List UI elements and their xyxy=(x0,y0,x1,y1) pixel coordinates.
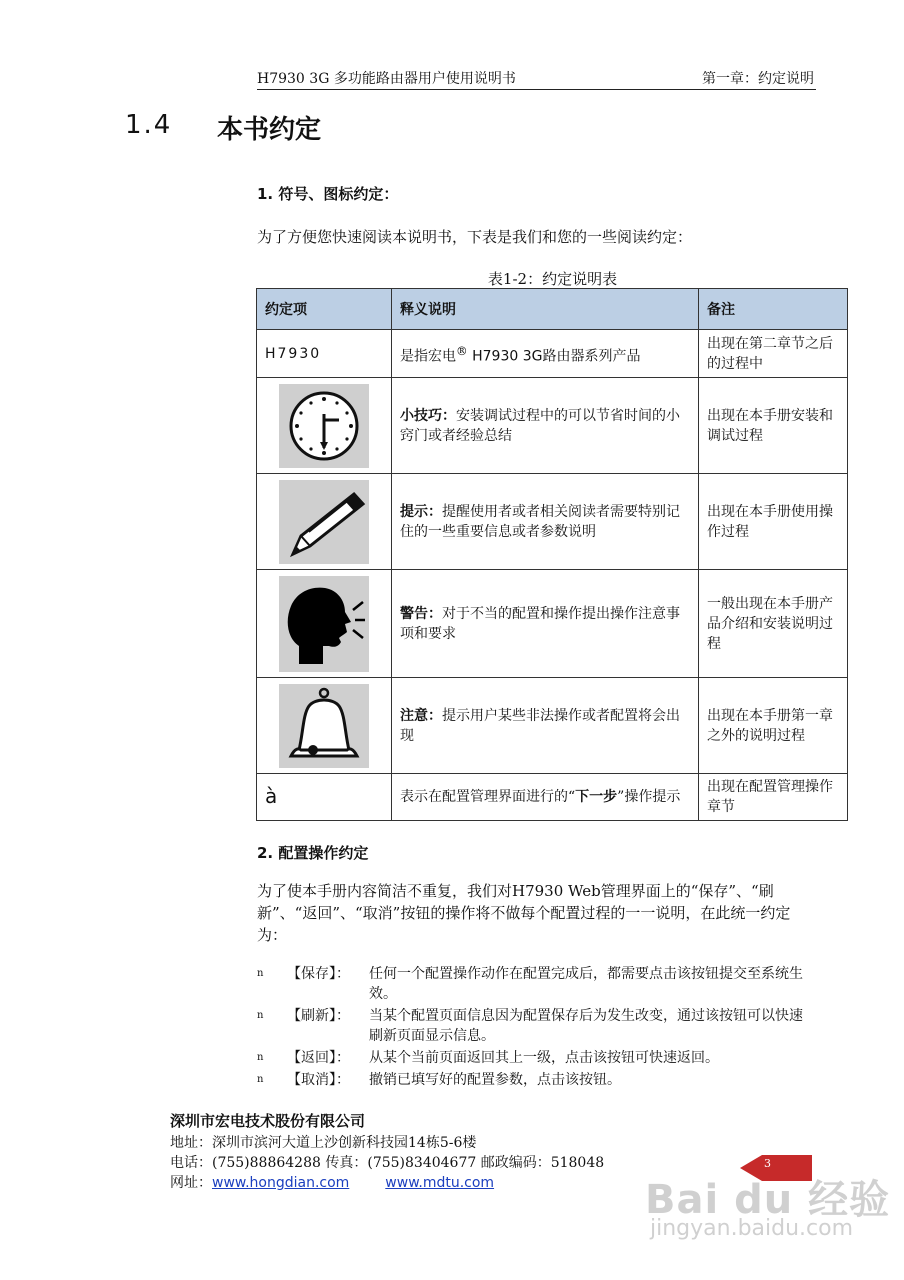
registered-mark: ® xyxy=(456,343,468,358)
row-note: 出现在配置管理操作章节 xyxy=(699,774,848,821)
row-note: 出现在本手册第一章之外的说明过程 xyxy=(699,678,848,774)
clock-icon xyxy=(279,384,369,468)
desc-keyword: 小技巧： xyxy=(400,407,456,424)
row-icon-cell xyxy=(257,570,392,678)
hongdian-link[interactable]: www.hongdian.com xyxy=(212,1175,350,1191)
section-title: 本书约定 xyxy=(217,115,322,145)
list-item xyxy=(257,1070,827,1090)
table-row xyxy=(257,330,848,378)
row-note: 一般出现在本手册产品介绍和安装说明过程 xyxy=(699,570,848,678)
conventions-table xyxy=(256,288,848,821)
column-header-description: 释义说明 xyxy=(392,289,699,330)
button-conventions-list xyxy=(257,964,827,1092)
bullet-marker: n xyxy=(257,968,264,979)
baidu-watermark: Bai du 经验 xyxy=(645,1177,891,1223)
operations-paragraph: 为了使本手册内容简洁不重复，我们对H7930 Web管理界面上的“保存”、“刷新”、“返回”、“取消”按钮的操作将不做每个配置过程的一一说明，在此统一约定为： xyxy=(257,882,791,944)
bullet-marker: n xyxy=(257,1052,264,1063)
row-icon-cell xyxy=(257,378,392,474)
row-note: 出现在本手册安装和调试过程 xyxy=(699,378,848,474)
bell-icon xyxy=(279,684,369,768)
page-number: 3 xyxy=(764,1157,771,1170)
desc-text: 安装调试过程中的可以节省时间的小窍门或者经验总结 xyxy=(400,407,680,444)
list-item xyxy=(257,1048,827,1068)
bullet-text: 当某个配置页面信息因为配置保存后为发生改变，通过该按钮可以快速刷新页面显示信息。 xyxy=(369,1008,803,1044)
footer-web-label: 网址： xyxy=(170,1175,212,1191)
header-divider xyxy=(257,89,816,90)
header-chapter: 第一章：约定说明 xyxy=(702,71,814,87)
bullet-label: 【返回】： xyxy=(287,1050,350,1066)
list-item xyxy=(257,1006,827,1046)
table-row xyxy=(257,774,848,821)
row-description xyxy=(392,774,699,821)
header-doc-title: H7930 3G 多功能路由器用户使用说明书 xyxy=(257,71,516,87)
bullet-label: 【保存】： xyxy=(287,966,350,982)
desc-text: 提醒使用者或者相关阅读者需要特别记住的一些重要信息或者参数说明 xyxy=(400,503,680,540)
row-icon-cell xyxy=(257,474,392,570)
desc-text: H7930 3G路由器系列产品 xyxy=(467,348,641,365)
row-description xyxy=(392,330,699,378)
bullet-marker: n xyxy=(257,1074,264,1085)
speaking-head-icon xyxy=(279,576,369,672)
footer-address: 地址：深圳市滨河大道上沙创新科技园14栋5-6楼 xyxy=(170,1135,477,1151)
pencil-icon xyxy=(279,480,369,564)
bullet-label: 【刷新】： xyxy=(287,1008,350,1024)
row-description xyxy=(392,378,699,474)
footer-phone: 电话：(755)88864288 传真：(755)83404677 邮政编码：518048 xyxy=(170,1155,605,1171)
next-step-arrow-icon: à xyxy=(265,783,278,808)
table-header-row xyxy=(257,289,848,330)
baidu-watermark-url: jingyan.baidu.com xyxy=(650,1216,854,1241)
subsection-heading-symbols: 1. 符号、图标约定： xyxy=(257,185,399,203)
row-item xyxy=(257,330,392,378)
desc-keyword: 注意： xyxy=(400,707,442,724)
table-row xyxy=(257,378,848,474)
table-caption: 表1-2：约定说明表 xyxy=(487,270,618,288)
table-row xyxy=(257,570,848,678)
subsection-heading-operations: 2. 配置操作约定 xyxy=(257,844,369,862)
row-item xyxy=(257,774,392,821)
bullet-text: 任何一个配置操作动作在配置完成后，都需要点击该按钮提交至系统生效。 xyxy=(369,966,803,1002)
column-header-item: 约定项 xyxy=(257,289,392,330)
desc-keyword: 提示： xyxy=(400,503,442,520)
desc-text: 是指宏电 xyxy=(400,348,456,365)
desc-text: ”操作提示 xyxy=(617,789,681,805)
bullet-marker: n xyxy=(257,1010,264,1021)
mdtu-link[interactable]: www.mdtu.com xyxy=(385,1175,495,1191)
row-icon-cell xyxy=(257,678,392,774)
bullet-label: 【取消】： xyxy=(287,1072,350,1088)
desc-text: 表示在配置管理界面进行的“ xyxy=(400,789,576,805)
column-header-note: 备注 xyxy=(699,289,848,330)
intro-text: 为了方便您快速阅读本说明书，下表是我们和您的一些阅读约定： xyxy=(257,228,693,246)
bullet-text: 从某个当前页面返回其上一级，点击该按钮可快速返回。 xyxy=(369,1050,719,1066)
list-item xyxy=(257,964,827,1004)
desc-text: 对于不当的配置和操作提出操作注意事项和要求 xyxy=(400,605,680,642)
table-row xyxy=(257,678,848,774)
section-number: 1.4 xyxy=(125,110,173,140)
bullet-text: 撤销已填写好的配置参数，点击该按钮。 xyxy=(369,1072,621,1088)
row-description xyxy=(392,678,699,774)
table-row xyxy=(257,474,848,570)
row-note: 出现在本手册使用操作过程 xyxy=(699,474,848,570)
desc-keyword: 警告： xyxy=(400,605,442,622)
footer-company: 深圳市宏电技术股份有限公司 xyxy=(170,1112,366,1130)
desc-text: 提示用户某些非法操作或者配置将会出现 xyxy=(400,707,680,744)
row-description xyxy=(392,474,699,570)
row-description xyxy=(392,570,699,678)
footer-web xyxy=(170,1172,494,1192)
desc-keyword: 下一步 xyxy=(575,789,618,805)
row-note: 出现在第二章节之后的过程中 xyxy=(699,330,848,378)
item-text: H7930 xyxy=(265,345,322,362)
